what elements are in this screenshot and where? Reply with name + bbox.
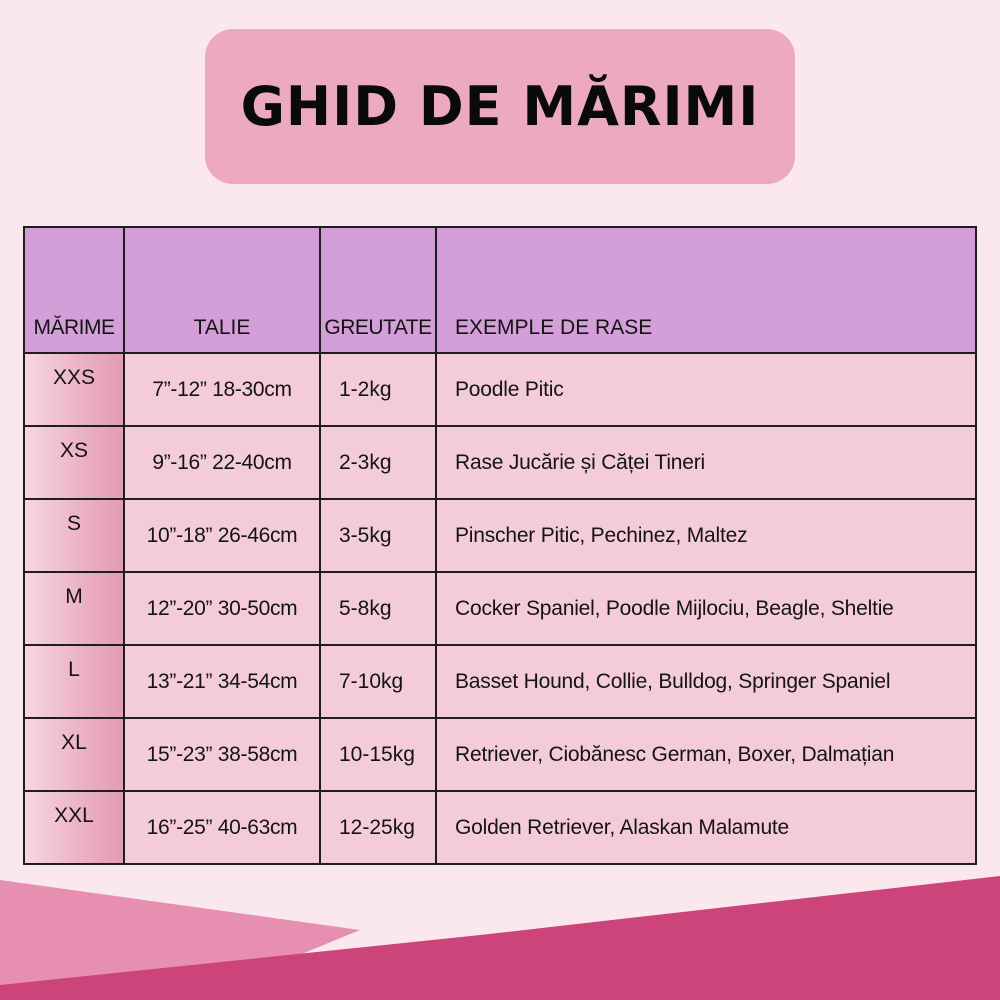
table-row	[24, 572, 976, 645]
title-banner	[205, 29, 795, 184]
size-guide-table	[23, 226, 977, 865]
cell-weight: 5-8kg	[320, 572, 436, 645]
cell-size: M	[24, 572, 124, 645]
cell-weight: 12-25kg	[320, 791, 436, 864]
cell-size: XXS	[24, 353, 124, 426]
page-title: GHID DE MĂRIMI	[240, 75, 760, 138]
table-row	[24, 499, 976, 572]
table-header-row	[24, 227, 976, 353]
table-row	[24, 645, 976, 718]
cell-weight: 1-2kg	[320, 353, 436, 426]
cell-breeds: Poodle Pitic	[436, 353, 976, 426]
cell-waist: 7”-12” 18-30cm	[124, 353, 320, 426]
cell-size: XXL	[24, 791, 124, 864]
cell-waist: 10”-18” 26-46cm	[124, 499, 320, 572]
cell-weight: 2-3kg	[320, 426, 436, 499]
cell-breeds: Pinscher Pitic, Pechinez, Maltez	[436, 499, 976, 572]
cell-breeds: Retriever, Ciobănesc German, Boxer, Dalmațian	[436, 718, 976, 791]
table-row	[24, 791, 976, 864]
table-row	[24, 353, 976, 426]
cell-waist: 12”-20” 30-50cm	[124, 572, 320, 645]
cell-size: L	[24, 645, 124, 718]
header-weight: GREUTATE	[320, 227, 436, 353]
cell-size: XS	[24, 426, 124, 499]
table-row	[24, 718, 976, 791]
cell-weight: 3-5kg	[320, 499, 436, 572]
cell-breeds: Cocker Spaniel, Poodle Mijlociu, Beagle, Sheltie	[436, 572, 976, 645]
cell-waist: 13”-21” 34-54cm	[124, 645, 320, 718]
cell-weight: 7-10kg	[320, 645, 436, 718]
table-row	[24, 426, 976, 499]
cell-size: S	[24, 499, 124, 572]
cell-size: XL	[24, 718, 124, 791]
header-waist: TALIE	[124, 227, 320, 353]
cell-waist: 15”-23” 38-58cm	[124, 718, 320, 791]
cell-weight: 10-15kg	[320, 718, 436, 791]
cell-breeds: Basset Hound, Collie, Bulldog, Springer Spaniel	[436, 645, 976, 718]
cell-breeds: Rase Jucărie și Căței Tineri	[436, 426, 976, 499]
cell-waist: 9”-16” 22-40cm	[124, 426, 320, 499]
header-breed-examples: EXEMPLE DE RASE	[436, 227, 976, 353]
cell-waist: 16”-25” 40-63cm	[124, 791, 320, 864]
cell-breeds: Golden Retriever, Alaskan Malamute	[436, 791, 976, 864]
header-size: MĂRIME	[24, 227, 124, 353]
